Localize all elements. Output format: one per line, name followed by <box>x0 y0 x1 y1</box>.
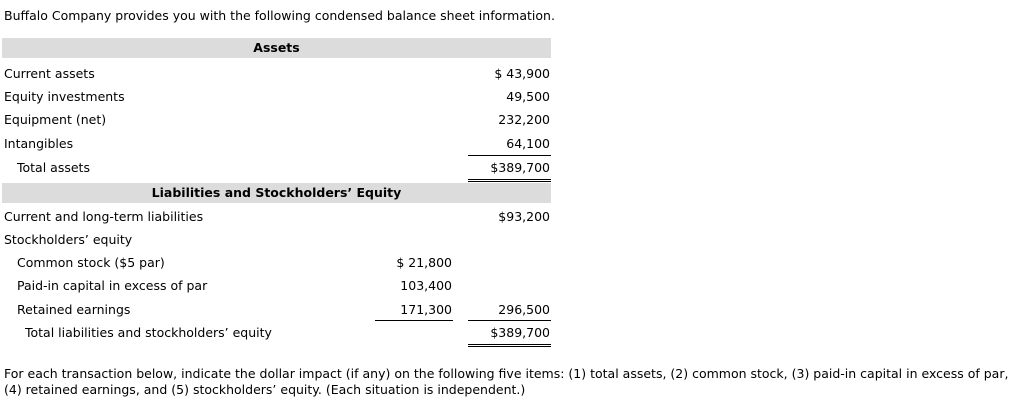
row-label: Equity investments <box>4 89 125 104</box>
row-label: Intangibles <box>4 136 74 151</box>
assets-heading <box>2 38 551 58</box>
balance-row <box>0 110 552 130</box>
total-liabilities-row <box>0 323 552 343</box>
row-label: Current and long-term liabilities <box>4 209 204 224</box>
balance-row <box>0 300 552 320</box>
total-assets-label: Total assets <box>17 160 90 175</box>
balance-row <box>0 64 552 84</box>
row-amount: $ 43,900 <box>494 66 550 81</box>
double-rule-bottom <box>468 346 551 347</box>
row-amount: 232,200 <box>498 112 550 127</box>
balance-row <box>0 87 552 107</box>
subtotal-rule <box>468 155 551 156</box>
row-label: Current assets <box>4 66 95 81</box>
row-amount: 103,400 <box>400 278 452 293</box>
subtotal-rule <box>468 320 551 321</box>
total-liabilities-label: Total liabilities and stockholders’ equity <box>25 325 272 340</box>
se-total-amount: 296,500 <box>498 302 550 317</box>
row-amount: 64,100 <box>506 136 550 151</box>
row-label: Common stock ($5 par) <box>17 255 165 270</box>
total-assets-row <box>0 158 552 178</box>
double-rule-bottom <box>468 181 551 182</box>
double-rule-top <box>468 179 551 180</box>
instructions-text: For each transaction below, indicate the dollar impact (if any) on the following five items: (1) total assets, (2) common stock, (3) paid-in capital in excess of par, (4) retained earnings, and (5) stockholders’ equity. (Each situation is independent.) <box>4 366 1009 397</box>
row-label: Stockholders’ equity <box>4 232 133 247</box>
balance-row <box>0 230 552 250</box>
double-rule-top <box>468 344 551 345</box>
row-label: Retained earnings <box>17 302 131 317</box>
row-amount: $ 21,800 <box>396 255 452 270</box>
row-label: Equipment (net) <box>4 112 107 127</box>
liabilities-heading <box>2 183 551 203</box>
balance-row <box>0 207 552 227</box>
intro-text: Buffalo Company provides you with the following condensed balance sheet information. <box>4 8 555 23</box>
subtotal-rule <box>375 320 453 321</box>
row-amount: $93,200 <box>498 209 550 224</box>
assets-heading-label: Assets <box>253 40 300 55</box>
liabilities-heading-label: Liabilities and Stockholders’ Equity <box>151 185 402 200</box>
row-amount: 49,500 <box>506 89 550 104</box>
row-label: Paid-in capital in excess of par <box>17 278 208 293</box>
total-liabilities-amount: $389,700 <box>490 325 550 340</box>
total-assets-amount: $389,700 <box>490 160 550 175</box>
balance-row <box>0 276 552 296</box>
balance-row <box>0 134 552 154</box>
row-amount: 171,300 <box>400 302 452 317</box>
balance-row <box>0 253 552 273</box>
